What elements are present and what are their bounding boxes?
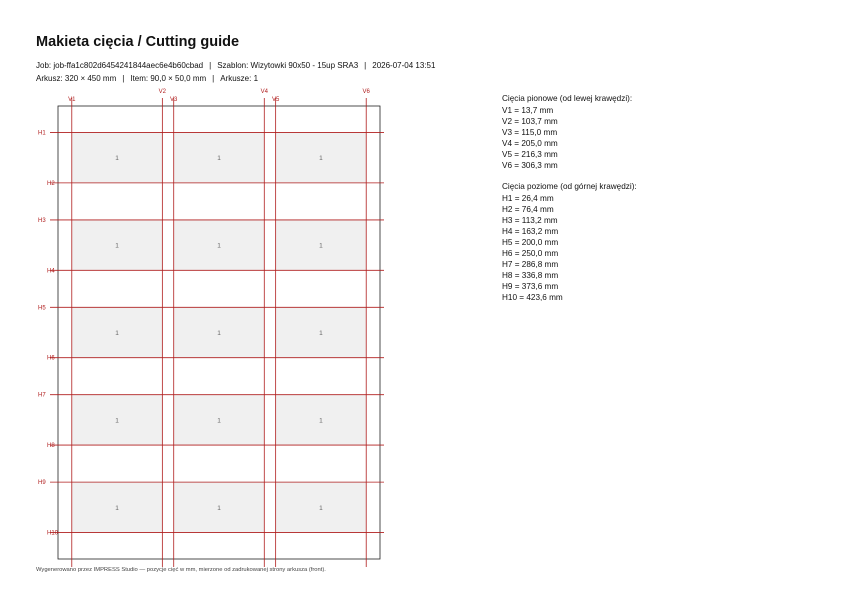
vertical-cut-item: V6 = 306,3 mm	[502, 161, 558, 170]
horizontal-cut-label: H6	[47, 355, 55, 362]
item-number: 1	[217, 504, 221, 512]
horizontal-cut-label: H1	[38, 130, 46, 137]
vertical-cut-label: V3	[170, 97, 178, 103]
vertical-cut-item: V5 = 216,3 mm	[502, 150, 558, 159]
vertical-cut-item: V1 = 13,7 mm	[502, 106, 554, 115]
vertical-cuts-heading: Cięcia pionowe (od lewej krawędzi):	[502, 94, 633, 103]
item-number: 1	[115, 330, 119, 337]
horizontal-cut-label: H9	[38, 480, 46, 487]
item-number: 1	[115, 417, 119, 425]
item-number: 1	[319, 417, 323, 425]
item-number: 1	[319, 242, 323, 250]
horizontal-cut-item: H5 = 200,0 mm	[502, 238, 559, 247]
generated-datetime: 2026-07-04 13:51	[372, 61, 436, 70]
sheet-count: Arkusze: 1	[220, 74, 259, 83]
horizontal-cut-item: H7 = 286,8 mm	[502, 260, 559, 269]
horizontal-cut-item: H8 = 336,8 mm	[502, 271, 559, 280]
vertical-cut-label: V5	[271, 97, 280, 103]
horizontal-cut-label: H2	[47, 180, 55, 187]
item-number: 1	[217, 242, 221, 250]
document-title: Makieta cięcia / Cutting guide	[36, 34, 240, 50]
vertical-cut-item: V2 = 103,7 mm	[502, 117, 558, 126]
item-number: 1	[115, 504, 119, 512]
separator: |	[122, 74, 125, 83]
horizontal-cut-label: H7	[38, 392, 46, 399]
item-number: 1	[319, 155, 323, 163]
horizontal-cut-item: H9 = 373,6 mm	[502, 282, 559, 291]
footer-note: Wygenerowano przez IMPRESS Studio — pozycje cięć w mm, mierzone od zadrukowanej strony arkusza (front).	[36, 567, 326, 573]
item-number: 1	[115, 242, 119, 250]
vertical-cut-item: V3 = 115,0 mm	[502, 128, 558, 137]
separator: |	[364, 61, 367, 70]
template-name: Szablon: Wizytowki 90x50 - 15up SRA3	[217, 61, 359, 70]
horizontal-cut-label: H5	[38, 305, 46, 312]
separator: |	[209, 61, 212, 70]
horizontal-cut-item: H4 = 163,2 mm	[502, 227, 559, 236]
vertical-cut-label: V2	[158, 89, 167, 95]
item-number: 1	[115, 155, 119, 163]
vertical-cut-item: V4 = 205,0 mm	[502, 139, 558, 148]
vertical-cuts-list	[502, 93, 632, 171]
item-number: 1	[217, 330, 221, 337]
item-number: 1	[319, 504, 323, 512]
horizontal-cut-item: H6 = 250,0 mm	[502, 249, 559, 258]
horizontal-cut-item: H2 = 76,4 mm	[502, 205, 554, 214]
vertical-cut-label: V4	[260, 89, 268, 95]
item-size: Item: 90,0 × 50,0 mm	[130, 74, 207, 83]
item-number: 1	[217, 155, 221, 163]
item-number: 1	[217, 417, 221, 425]
horizontal-cuts-heading: Cięcia poziome (od górnej krawędzi):	[502, 182, 637, 191]
horizontal-cut-label: H3	[38, 217, 46, 224]
horizontal-cut-label: H8	[47, 443, 55, 450]
horizontal-cut-item: H10 = 423,6 mm	[502, 293, 563, 302]
horizontal-cut-label: H10	[47, 530, 59, 537]
item-number: 1	[319, 330, 323, 337]
horizontal-cut-item: H3 = 113,2 mm	[502, 216, 558, 225]
horizontal-cut-item: H1 = 26,4 mm	[502, 194, 554, 203]
sheet-size: Arkusz: 320 × 450 mm	[36, 74, 117, 83]
separator: |	[212, 74, 215, 83]
job-id: Job: job-ffa1c802d6454241844aec6e4b60cbad	[36, 61, 204, 70]
horizontal-cuts-list	[502, 181, 637, 303]
horizontal-cut-label: H4	[47, 268, 55, 275]
vertical-cut-label: V6	[362, 89, 370, 95]
vertical-cut-label: V1	[68, 97, 76, 103]
